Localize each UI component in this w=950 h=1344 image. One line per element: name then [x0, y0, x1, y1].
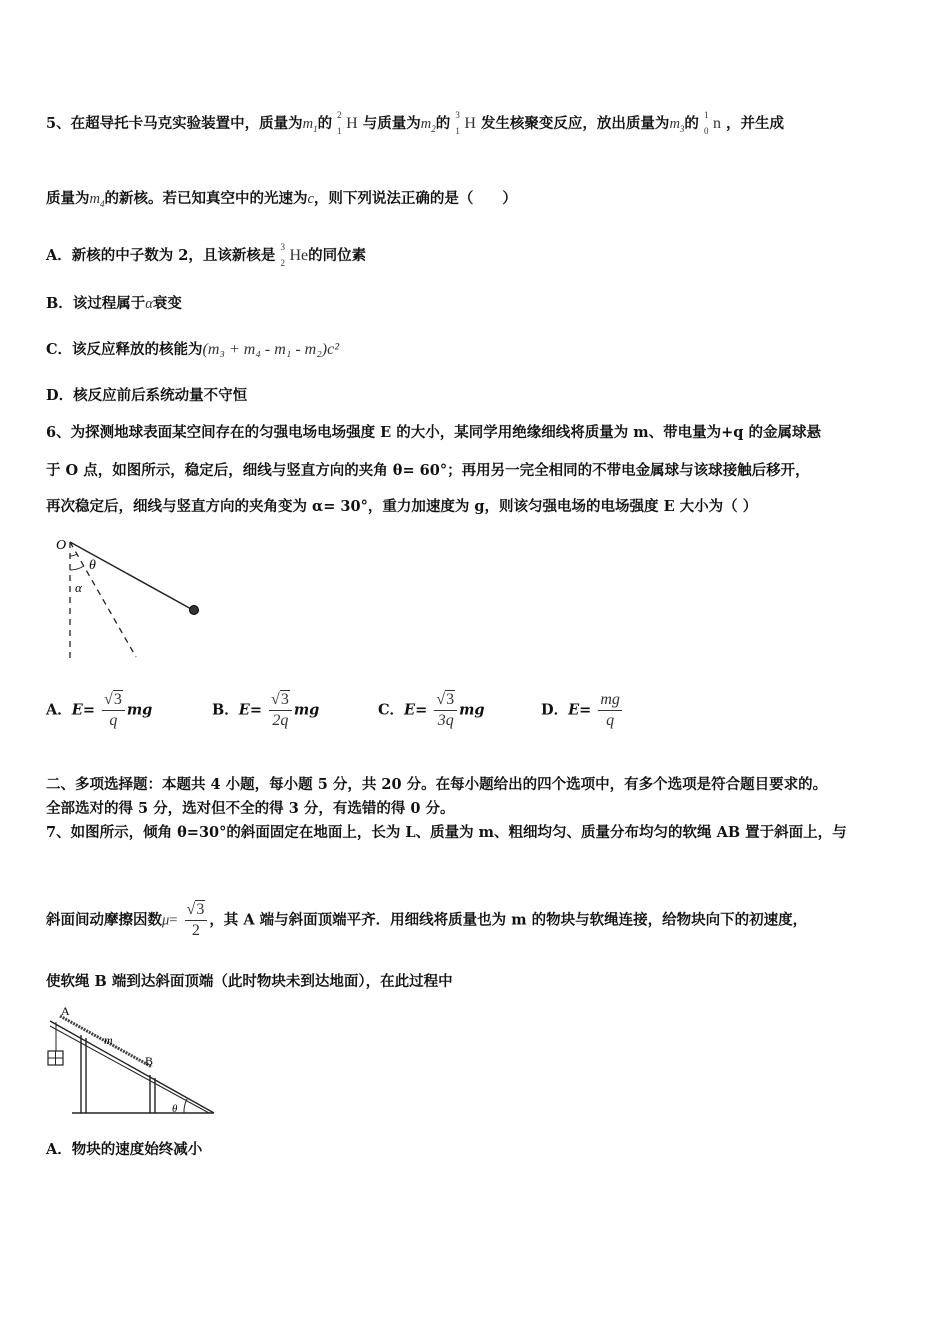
- text: 的: [317, 115, 333, 132]
- q6-option-b: B．E= $\frac{√3}{2q}$ mg: [212, 691, 320, 729]
- theta-arc: [184, 1099, 187, 1113]
- text: C．该反应释放的核能为: [46, 341, 203, 358]
- label-b: B: [145, 1054, 154, 1068]
- q7-line1: 7、如图所示，倾角 θ=30°的斜面固定在地面上，长为 L、质量为 m、粗细均匀、质量分布均匀的软绳 AB 置于斜面上，与: [46, 824, 847, 841]
- label-theta: θ: [89, 558, 96, 573]
- nuclide-neutron: 1 0 n: [703, 110, 721, 136]
- text: ，其 A 端与斜面顶端平齐．用细线将质量也为 m 的物块与软绳连接，给物块向下的初速度，: [209, 911, 808, 929]
- alpha-line: [70, 542, 136, 657]
- label-m: m: [104, 1033, 113, 1047]
- incline-surface: [50, 1021, 214, 1113]
- var-m4: $m_4$: [89, 191, 105, 209]
- incline-figure: [44, 1005, 219, 1120]
- fraction: $\frac{mg}{q}$: [600, 691, 620, 729]
- text: ，则下列说法正确的是（ ）: [313, 190, 517, 207]
- var-c: c: [307, 191, 314, 207]
- section2-line1: 二、多项选择题：本题共 4 小题，每小题 5 分，共 20 分。在每小题给出的四个选项中，有多个选项是符合题目要求的。: [46, 776, 828, 793]
- text: 的同位素: [308, 247, 367, 264]
- q6-option-a: A．E= $\frac{√3}{q}$ mg: [46, 691, 153, 729]
- text: 的: [684, 115, 699, 132]
- text: ，并生成: [726, 115, 785, 132]
- text: 的新核。若已知真空中的光速为: [104, 190, 308, 207]
- var-m3: $m_3$: [669, 116, 685, 134]
- text: 衰变: [152, 295, 182, 312]
- text: 5、在超导托卡马克实验装置中，质量为: [46, 115, 303, 132]
- nuclide-tritium: 3 1 H: [455, 110, 476, 136]
- nuclide-helium3: 3 2 He: [280, 242, 309, 268]
- q5-option-d: D．核反应前后系统动量不守恒: [46, 387, 248, 404]
- text: 质量为: [46, 190, 90, 207]
- metal-ball: [190, 606, 199, 615]
- pendulum-figure: [50, 532, 210, 667]
- label-alpha: α: [75, 580, 82, 595]
- q7-line3: 使软绳 B 端到达斜面顶端（此时物块未到达地面），在此过程中: [46, 973, 453, 990]
- q6-option-c: C．E= $\frac{√3}{3q}$ mg: [378, 691, 485, 729]
- q6-line2: 于 O 点，如图所示，稳定后，细线与竖直方向的夹角 θ= 60°；再用另一完全相同的不带电金属球与该球接触后移开，: [46, 462, 810, 479]
- section2-line2: 全部选对的得 5 分，选对但不全的得 3 分，有选错的得 0 分。: [46, 800, 455, 817]
- q5-option-b: [46, 294, 182, 314]
- fraction: $\frac{√3}{3q}$: [434, 690, 457, 731]
- text: 斜面间动摩擦因数: [46, 911, 162, 929]
- alpha-arc: [70, 566, 84, 570]
- q7-option-a: A．物块的速度始终减小: [46, 1141, 203, 1158]
- nuclide-deuterium: 2 1 H: [337, 110, 358, 136]
- fraction: $\frac{√3}{2q}$: [269, 690, 292, 731]
- q5-option-a: [46, 242, 367, 268]
- q7-line2: [46, 900, 807, 941]
- thread: [70, 542, 193, 610]
- q5-line2: [46, 189, 517, 214]
- mu-fraction: $\frac{√3}{2}$: [185, 900, 208, 941]
- text: 的: [435, 115, 451, 132]
- var-m2: $m_2$: [420, 116, 436, 134]
- var-m1: $m_1$: [302, 116, 318, 134]
- incline-underside: [50, 1026, 209, 1113]
- mu-symbol: μ: [162, 912, 170, 929]
- equals: =: [169, 912, 178, 929]
- text: 发生核聚变反应，放出质量为: [480, 115, 670, 132]
- q6-line3: 再次稳定后，细线与竖直方向的夹角变为 α= 30°，重力加速度为 g，则该匀强电场的电场强度 E 大小为（ ）: [46, 498, 758, 515]
- label-o: O: [56, 538, 67, 553]
- text: B．该过程属于: [46, 295, 146, 312]
- q5-line1: [46, 110, 785, 139]
- theta-arc: [70, 554, 77, 556]
- text: 与质量为: [362, 115, 421, 132]
- text: A．新核的中子数为 2，且该新核是: [46, 247, 276, 264]
- energy-formula: (m₃ + m₄ - m₁ - m₂)c²: [202, 341, 340, 358]
- alpha-symbol: α: [145, 296, 153, 312]
- q5-option-c: [46, 340, 339, 360]
- q6-line1: 6、为探测地球表面某空间存在的匀强电场电场强度 E 的大小，某同学用绝缘细线将质量为 m、带电量为+q 的金属球悬: [46, 424, 821, 441]
- label-a: A: [61, 1005, 70, 1018]
- label-theta: θ: [172, 1103, 178, 1115]
- fraction: $\frac{√3}{q}$: [102, 690, 125, 731]
- q6-option-d: D．E= $\frac{mg}{q}$: [541, 691, 620, 729]
